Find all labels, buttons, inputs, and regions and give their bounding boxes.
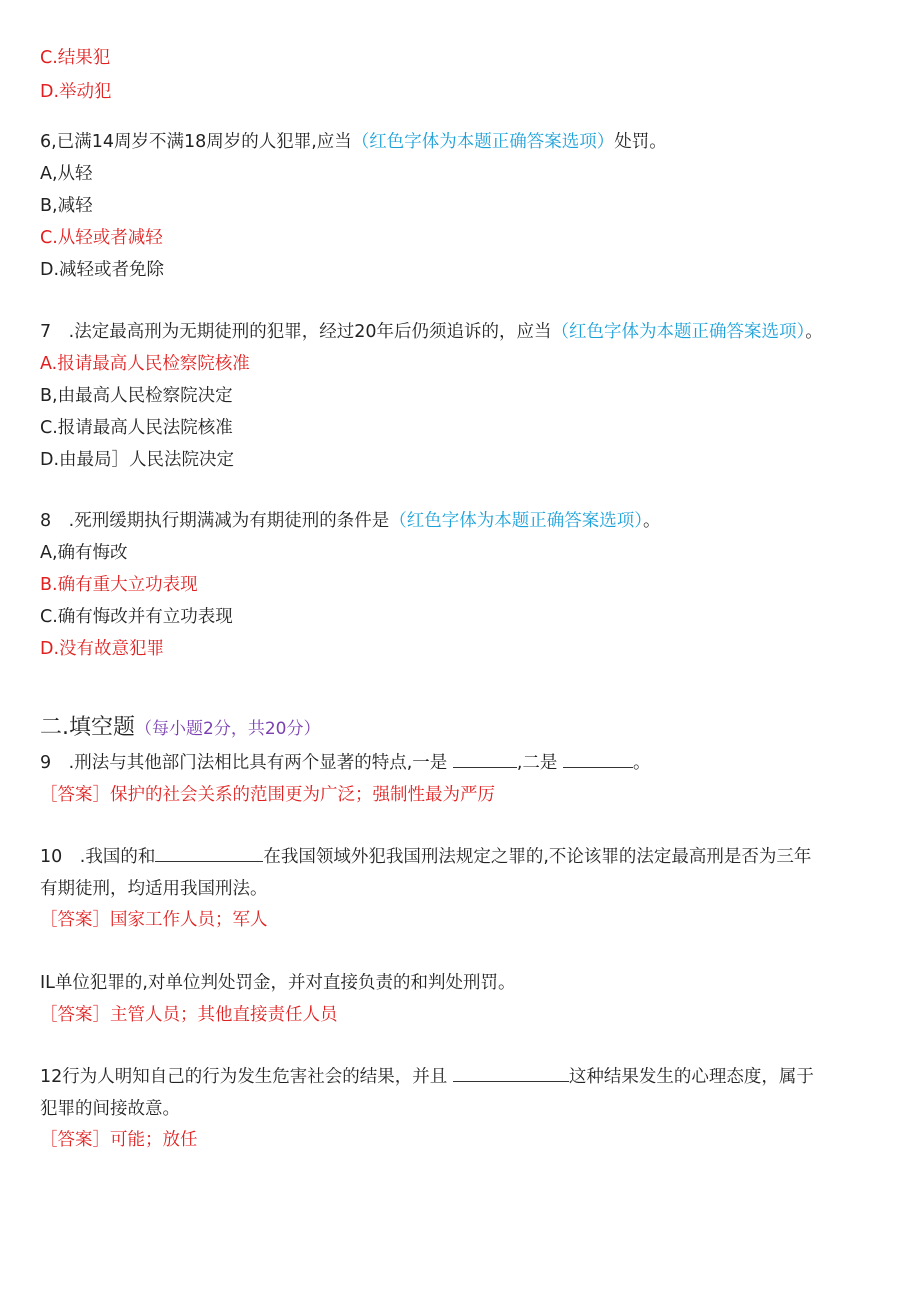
question-12-line-2: 犯罪的间接故意。 [40, 1099, 180, 1119]
question-8-text: 8 .死刑缓期执行期满减为有期徒刑的条件是 [40, 511, 390, 531]
question-7-option-b: B,由最高人民检察院决定 [40, 386, 233, 406]
question-7-hint: （红色字体为本题正确答案选项） [551, 322, 806, 342]
question-7-option-a: A.报请最高人民检察院核准 [40, 354, 250, 374]
question-8-tail: 。 [642, 511, 661, 531]
question-8-hint: （红色字体为本题正确答案选项） [389, 511, 643, 531]
question-12-text-a: 12行为人明知自己的行为发生危害社会的结果，并且 [40, 1067, 448, 1087]
blank-2 [563, 753, 633, 768]
section-heading [40, 713, 880, 744]
question-6-option-d: D.减轻或者免除 [40, 260, 165, 280]
question-6 [40, 130, 880, 154]
question-11-answer: ［答案］主管人员；其他直接责任人员 [40, 1005, 338, 1025]
question-6-hint: （红色字体为本题正确答案选项） [351, 132, 615, 152]
question-6-option-c: C.从轻或者减轻 [40, 228, 163, 248]
blank-1 [155, 847, 263, 862]
question-7 [40, 320, 880, 344]
question-8-option-c: C.确有悔改并有立功表现 [40, 607, 233, 627]
question-9 [40, 751, 880, 775]
question-7-text: 7 .法定最高刑为无期徒刑的犯罪，经过20年后仍须追诉的，应当 [40, 322, 552, 342]
question-7-option-c: C.报请最高人民法院核准 [40, 418, 233, 438]
section-score: （每小题2分，共20分） [135, 719, 321, 739]
question-8-option-b: B.确有重大立功表现 [40, 575, 198, 595]
question-6-tail: 处罚。 [614, 132, 667, 152]
question-12-text-b: 这种结果发生的心理态度，属于 [568, 1067, 814, 1087]
question-9-answer: ［答案］保护的社会关系的范围更为广泛；强制性最为严厉 [40, 785, 495, 805]
question-9-text-c: 。 [633, 753, 651, 773]
question-9-text-b: ,二是 [516, 753, 558, 773]
question-9-text-a: 9 .刑法与其他部门法相比具有两个显著的特点,一是 [40, 753, 448, 773]
question-10-answer: ［答案］国家工作人员；军人 [40, 910, 268, 930]
question-6-option-a: A,从轻 [40, 164, 93, 184]
question-11: IL单位犯罪的,对单位判处罚金，并对直接负责的和判处刑罚。 [40, 973, 516, 993]
section-title: 二.填空题 [40, 715, 135, 740]
question-6-option-b: B,减轻 [40, 196, 93, 216]
question-8-option-d: D.没有故意犯罪 [40, 639, 165, 659]
question-7-tail: 。 [805, 322, 823, 342]
question-12-answer: ［答案］可能；放任 [40, 1130, 198, 1150]
question-10-text-a: 10 .我国的和 [40, 847, 156, 867]
option-d-prev: D.举动犯 [40, 82, 112, 102]
question-10-text-b: 在我国领域外犯我国刑法规定之罪的,不论该罪的法定最高刑是否为三年 [263, 847, 812, 867]
option-c-prev: C.结果犯 [40, 48, 111, 68]
question-8-option-a: A,确有悔改 [40, 543, 128, 563]
question-12 [40, 1065, 880, 1089]
question-6-text: 6,已满14周岁不满18周岁的人犯罪,应当 [40, 132, 352, 152]
question-7-option-d: D.由最局］人民法院决定 [40, 450, 235, 470]
question-8 [40, 509, 880, 533]
question-10-line-2: 有期徒刑，均适用我国刑法。 [40, 879, 268, 899]
question-10 [40, 845, 880, 869]
blank-1 [453, 1067, 569, 1082]
blank-1 [453, 753, 517, 768]
